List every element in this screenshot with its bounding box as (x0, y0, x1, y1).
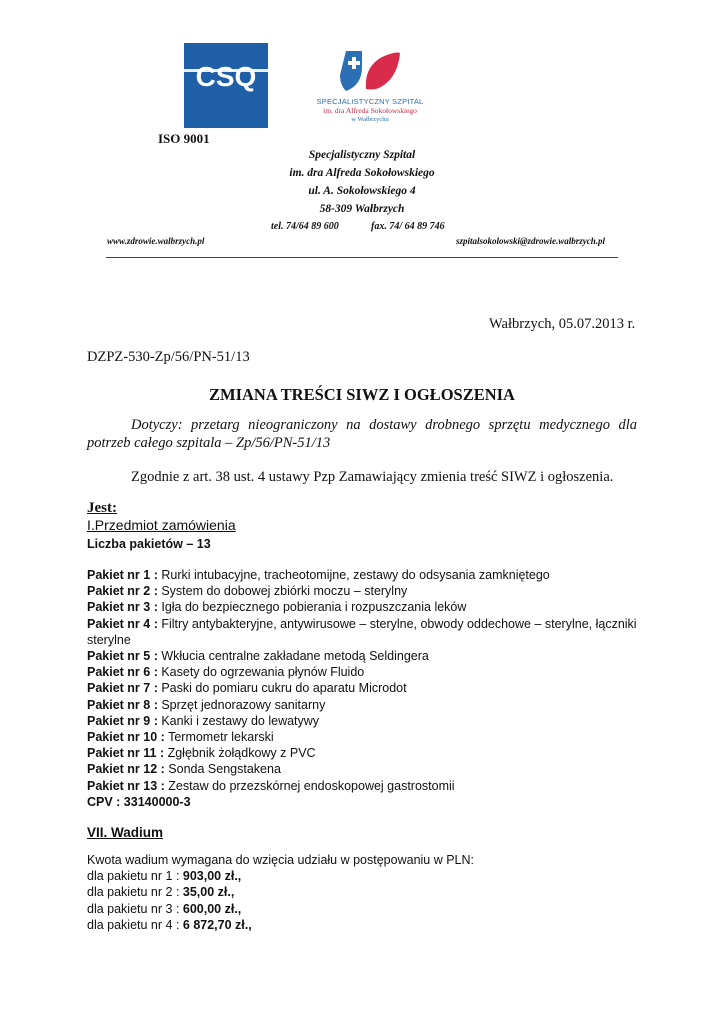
package-label: Pakiet nr 11 : (87, 746, 165, 761)
package-text: Zestaw do przezskórnej endoskopowej gastrostomii (164, 778, 455, 793)
hospital-logo-line-1: SPECJALISTYCZNY SZPITAL (316, 97, 424, 106)
package-text: Termometr lekarski (164, 730, 274, 745)
package-label: Pakiet nr 9 : (87, 713, 158, 728)
reference-number: DZPZ-530-Zp/56/PN-51/13 (87, 349, 250, 365)
package-label: Pakiet nr 5 : (87, 649, 158, 664)
subject-line-2: potrzeb całego szpitala – Zp/56/PN-51/13 (87, 435, 331, 451)
intro-text: Zgodnie z art. 38 ust. 4 ustawy Pzp Zamawiający zmienia treść SIWZ i ogłoszenia. (131, 469, 614, 485)
package-text: Paski do pomiaru cukru do aparatu Microdot (157, 681, 407, 696)
package-label: Pakiet nr 2 : (87, 584, 158, 599)
iso-label: ISO 9001 (158, 131, 210, 146)
fax-number: fax. 74/ 64 89 746 (371, 221, 445, 232)
list-item (87, 884, 647, 900)
wadium-amount: 6 872,70 zł., (182, 917, 252, 932)
wadium-label: dla pakietu nr 4 : (87, 917, 183, 932)
package-label: Pakiet nr 3 : (87, 600, 158, 615)
csq-logo-text: CSQ (195, 61, 257, 92)
package-text: Wkłucia centralne zakładane metodą Seldingera (157, 649, 429, 664)
package-text: Sprzęt jednorazowy sanitarny (157, 697, 326, 712)
list-item (87, 648, 647, 664)
package-label: Pakiet nr 4 : (87, 616, 158, 631)
hospital-logo-line-3: w Wałbrzychu (351, 116, 389, 123)
list-item (87, 567, 647, 583)
list-item (87, 778, 647, 794)
section-1-title-text: I.Przedmiot zamówienia (87, 517, 236, 533)
wadium-amount: 35,00 zł., (182, 885, 235, 900)
package-text: System do dobowej zbiórki moczu – sterylny (157, 584, 408, 599)
wadium-amount: 600,00 zł., (182, 901, 242, 916)
package-text: Sonda Sengstakena (164, 762, 281, 777)
jest-label-text: Jest: (87, 500, 117, 516)
jest-label (87, 500, 117, 517)
section-7-title (87, 825, 163, 840)
document-title: ZMIANA TREŚCI SIWZ I OGŁOSZENIA (209, 385, 515, 404)
list-item (87, 680, 647, 696)
header-divider (106, 257, 618, 258)
list-item (87, 664, 647, 680)
package-label: Pakiet nr 6 : (87, 665, 158, 680)
package-text: Kanki i zestawy do lewatywy (157, 713, 320, 728)
address-block (200, 146, 524, 218)
package-text: Rurki intubacyjne, tracheotomijne, zestawy do odsysania zamkniętego (157, 568, 550, 582)
cpv-code: CPV : 33140000-3 (87, 794, 191, 809)
list-item (87, 917, 647, 933)
list-item (87, 901, 647, 917)
hospital-logo-caption (300, 97, 440, 124)
section-1-title (87, 517, 236, 533)
section-7-title-text: VII. Wadium (87, 825, 164, 840)
package-label: Pakiet nr 10 : (87, 730, 165, 745)
wadium-label: dla pakietu nr 2 : (87, 885, 183, 900)
wadium-label: dla pakietu nr 1 : (87, 869, 183, 884)
subject-line-1: Dotyczy: przetarg nieograniczony na dostawy drobnego sprzętu medycznego dla (131, 417, 637, 433)
package-text: Kasety do ogrzewania płynów Fluido (157, 665, 365, 680)
list-item (87, 697, 647, 713)
packages-count: Liczba pakietów – 13 (87, 537, 211, 551)
list-item (87, 868, 647, 884)
address-line-2: im. dra Alfreda Sokołowskiego (289, 167, 435, 179)
list-item (87, 599, 647, 615)
place-date: Wałbrzych, 05.07.2013 r. (489, 316, 636, 332)
wadium-block (87, 852, 647, 933)
list-item (87, 583, 647, 599)
address-line-3: ul. A. Sokołowskiego 4 (308, 185, 416, 197)
package-text: Zgłębnik żołądkowy z PVC (164, 746, 316, 761)
package-text: Igła do bezpiecznego pobierania i rozpuszczania leków (157, 600, 467, 615)
website-link[interactable]: www.zdrowie.walbrzych.pl (107, 236, 205, 246)
phone-number: tel. 74/64 89 600 (271, 221, 339, 232)
subject (87, 416, 637, 452)
hospital-logo-line-2: im. dra Alfreda Sokołowskiego (323, 106, 417, 115)
package-label: Pakiet nr 1 : (87, 568, 158, 582)
package-label: Pakiet nr 8 : (87, 697, 158, 712)
list-item (87, 729, 647, 745)
wadium-intro: Kwota wadium wymagana do wzięcia udziału w postępowaniu w PLN: (87, 853, 475, 867)
package-label: Pakiet nr 12 : (87, 762, 165, 777)
csq-logo-graphic (184, 43, 268, 128)
package-text: Filtry antybakteryjne, antywirusowe – sterylne, obwody oddechowe – sterylne, łączniki sterylne (87, 616, 637, 647)
email-link[interactable]: szpitalsokolowski@zdrowie.walbrzych.pl (456, 236, 606, 246)
wadium-amount: 903,00 zł., (182, 869, 242, 884)
package-label: Pakiet nr 13 : (87, 778, 165, 793)
package-label: Pakiet nr 7 : (87, 681, 158, 696)
list-item (87, 713, 647, 729)
packages-list (87, 567, 647, 810)
list-item (87, 745, 647, 761)
wadium-label: dla pakietu nr 3 : (87, 901, 183, 916)
list-item (87, 761, 647, 777)
address-line-4: 58-309 Wałbrzych (319, 203, 405, 215)
hospital-emblem-icon (300, 45, 440, 97)
list-item (87, 616, 647, 648)
csq-logo (184, 43, 268, 128)
address-line-1: Specjalistyczny Szpital (308, 149, 416, 161)
